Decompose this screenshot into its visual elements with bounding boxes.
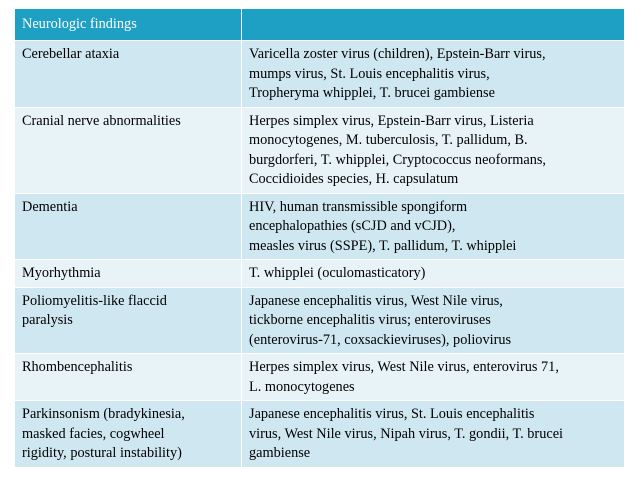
table-row bbox=[15, 260, 625, 288]
pathogens-cell: Herpes simplex virus, Epstein-Barr virus, Listeria monocytogenes, M. tuberculosis, T. pallidum, B. burgdorferi, T. whipplei, Cryptococcus neoformans, Coccidioides species, H. capsulatum bbox=[242, 107, 625, 193]
finding-cell: Cerebellar ataxia bbox=[15, 41, 242, 108]
header-cell-pathogens bbox=[242, 9, 625, 41]
table-row bbox=[15, 193, 625, 260]
finding-cell: Parkinsonism (bradykinesia, masked facies, cogwheel rigidity, postural instability) bbox=[15, 401, 242, 468]
finding-cell: Rhombencephalitis bbox=[15, 354, 242, 401]
header-cell-findings: Neurologic findings bbox=[15, 9, 242, 41]
pathogens-cell: Japanese encephalitis virus, St. Louis encephalitis virus, West Nile virus, Nipah virus, T. gondii, T. brucei gambiense bbox=[242, 401, 625, 468]
table-row bbox=[15, 287, 625, 354]
table-row bbox=[15, 354, 625, 401]
pathogens-cell: Japanese encephalitis virus, West Nile virus, tickborne encephalitis virus; enteroviruses (enterovirus-71, coxsackieviruses), poliovirus bbox=[242, 287, 625, 354]
pathogens-cell: HIV, human transmissible spongiform encephalopathies (sCJD and vCJD), measles virus (SSPE), T. pallidum, T. whipplei bbox=[242, 193, 625, 260]
finding-cell: Cranial nerve abnormalities bbox=[15, 107, 242, 193]
finding-cell: Myorhythmia bbox=[15, 260, 242, 288]
table-row bbox=[15, 41, 625, 108]
neurologic-findings-table bbox=[14, 8, 625, 468]
pathogens-cell: Varicella zoster virus (children), Epstein-Barr virus, mumps virus, St. Louis encephalitis virus, Tropheryma whipplei, T. brucei gambiense bbox=[242, 41, 625, 108]
finding-cell: Poliomyelitis-like flaccid paralysis bbox=[15, 287, 242, 354]
table-header-row bbox=[15, 9, 625, 41]
finding-cell: Dementia bbox=[15, 193, 242, 260]
table-row bbox=[15, 107, 625, 193]
table-row bbox=[15, 401, 625, 468]
pathogens-cell: T. whipplei (oculomasticatory) bbox=[242, 260, 625, 288]
pathogens-cell: Herpes simplex virus, West Nile virus, enterovirus 71, L. monocytogenes bbox=[242, 354, 625, 401]
